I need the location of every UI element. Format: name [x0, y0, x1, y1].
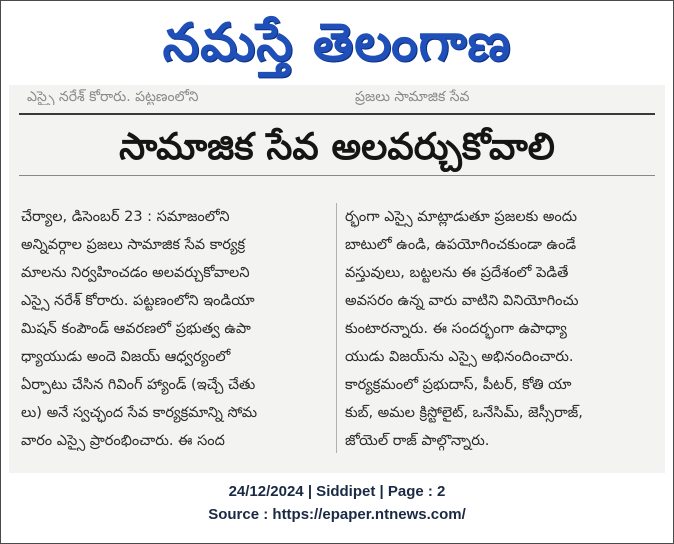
- cutoff-text-right: ప్రజలు సామాజిక సేవ: [355, 89, 470, 105]
- headline-rule-top: [19, 113, 655, 115]
- article-line: యుడు విజయ్‌ను ఎస్సై అభినందించారు.: [345, 349, 574, 365]
- article-line: జోయెల్ రాజ్ పాల్గొన్నారు.: [345, 433, 490, 449]
- article-line: కుబ్, అమల క్రిస్టోలైట్, ఒనేసిమ్, జెస్సీరాజ్,: [345, 405, 583, 421]
- article-line: మాలను నిర్వహించడం అలవర్చుకోవాలని: [21, 265, 250, 281]
- article-line: ఏర్పాటు చేసిన గివింగ్ హ్యాండ్ (ఇచ్చే చేతు: [21, 377, 256, 393]
- article-column-right: [345, 203, 655, 463]
- cutoff-previous-article: [9, 85, 665, 105]
- source-link[interactable]: Source : https://epaper.ntnews.com/: [208, 506, 466, 523]
- article-line: అన్నివర్గాల ప్రజలు సామాజిక సేవ కార్యక్ర: [21, 237, 246, 253]
- headline-rule-bottom: [19, 175, 655, 176]
- column-divider: [336, 203, 337, 453]
- article-column-left: [21, 203, 331, 463]
- news-clipping: [9, 85, 665, 473]
- newspaper-masthead: నమస్తే తెలంగాణ: [162, 13, 512, 73]
- article-line: ధ్యాయుడు అందె విజయ్ ఆధ్వర్యంలో: [21, 349, 231, 365]
- article-line: కుంటారన్నారు. ఈ సందర్భంగా ఉపాధ్యా: [345, 321, 567, 337]
- article-line: చేర్యాల, డిసెంబర్ 23 : సమాజంలోని: [21, 209, 230, 225]
- article-line: కార్యక్రమంలో ప్రభుదాస్, పీటర్, కోతి యా: [345, 377, 572, 393]
- article-line: వారం ఎస్సై ప్రారంభించారు. ఈ సంద: [21, 433, 225, 449]
- article-headline: సామాజిక సేవ అలవర్చుకోవాలి: [119, 125, 555, 168]
- article-line: ర్భంగా ఎస్సై మాట్లాడుతూ ప్రజలకు అందు: [345, 209, 578, 225]
- article-line: అవసరం ఉన్న వారు వాటిని వినియోగించు: [345, 293, 579, 309]
- cutoff-text-left: ఎస్సై నరేశ్ కోరారు. పట్టణంలోని: [27, 89, 199, 105]
- article-line: మిషన్ కంపౌండ్ ఆవరణలో ప్రభుత్వ ఉపా: [21, 321, 251, 337]
- article-line: ఎస్సై నరేశ్ కోరారు. పట్టణంలోని ఇండియా: [21, 293, 255, 309]
- article-line: బాటులో ఉండి, ఉపయోగించకుండా ఉండే: [345, 237, 577, 253]
- article-line: లు) అనే స్వచ్ఛంద సేవ కార్యక్రమాన్ని సోమ: [21, 405, 258, 421]
- edition-info: 24/12/2024 | Siddipet | Page : 2: [228, 483, 446, 500]
- article-line: వస్తువులు, బట్టలను ఈ ప్రదేశంలో పెడితే: [345, 265, 569, 281]
